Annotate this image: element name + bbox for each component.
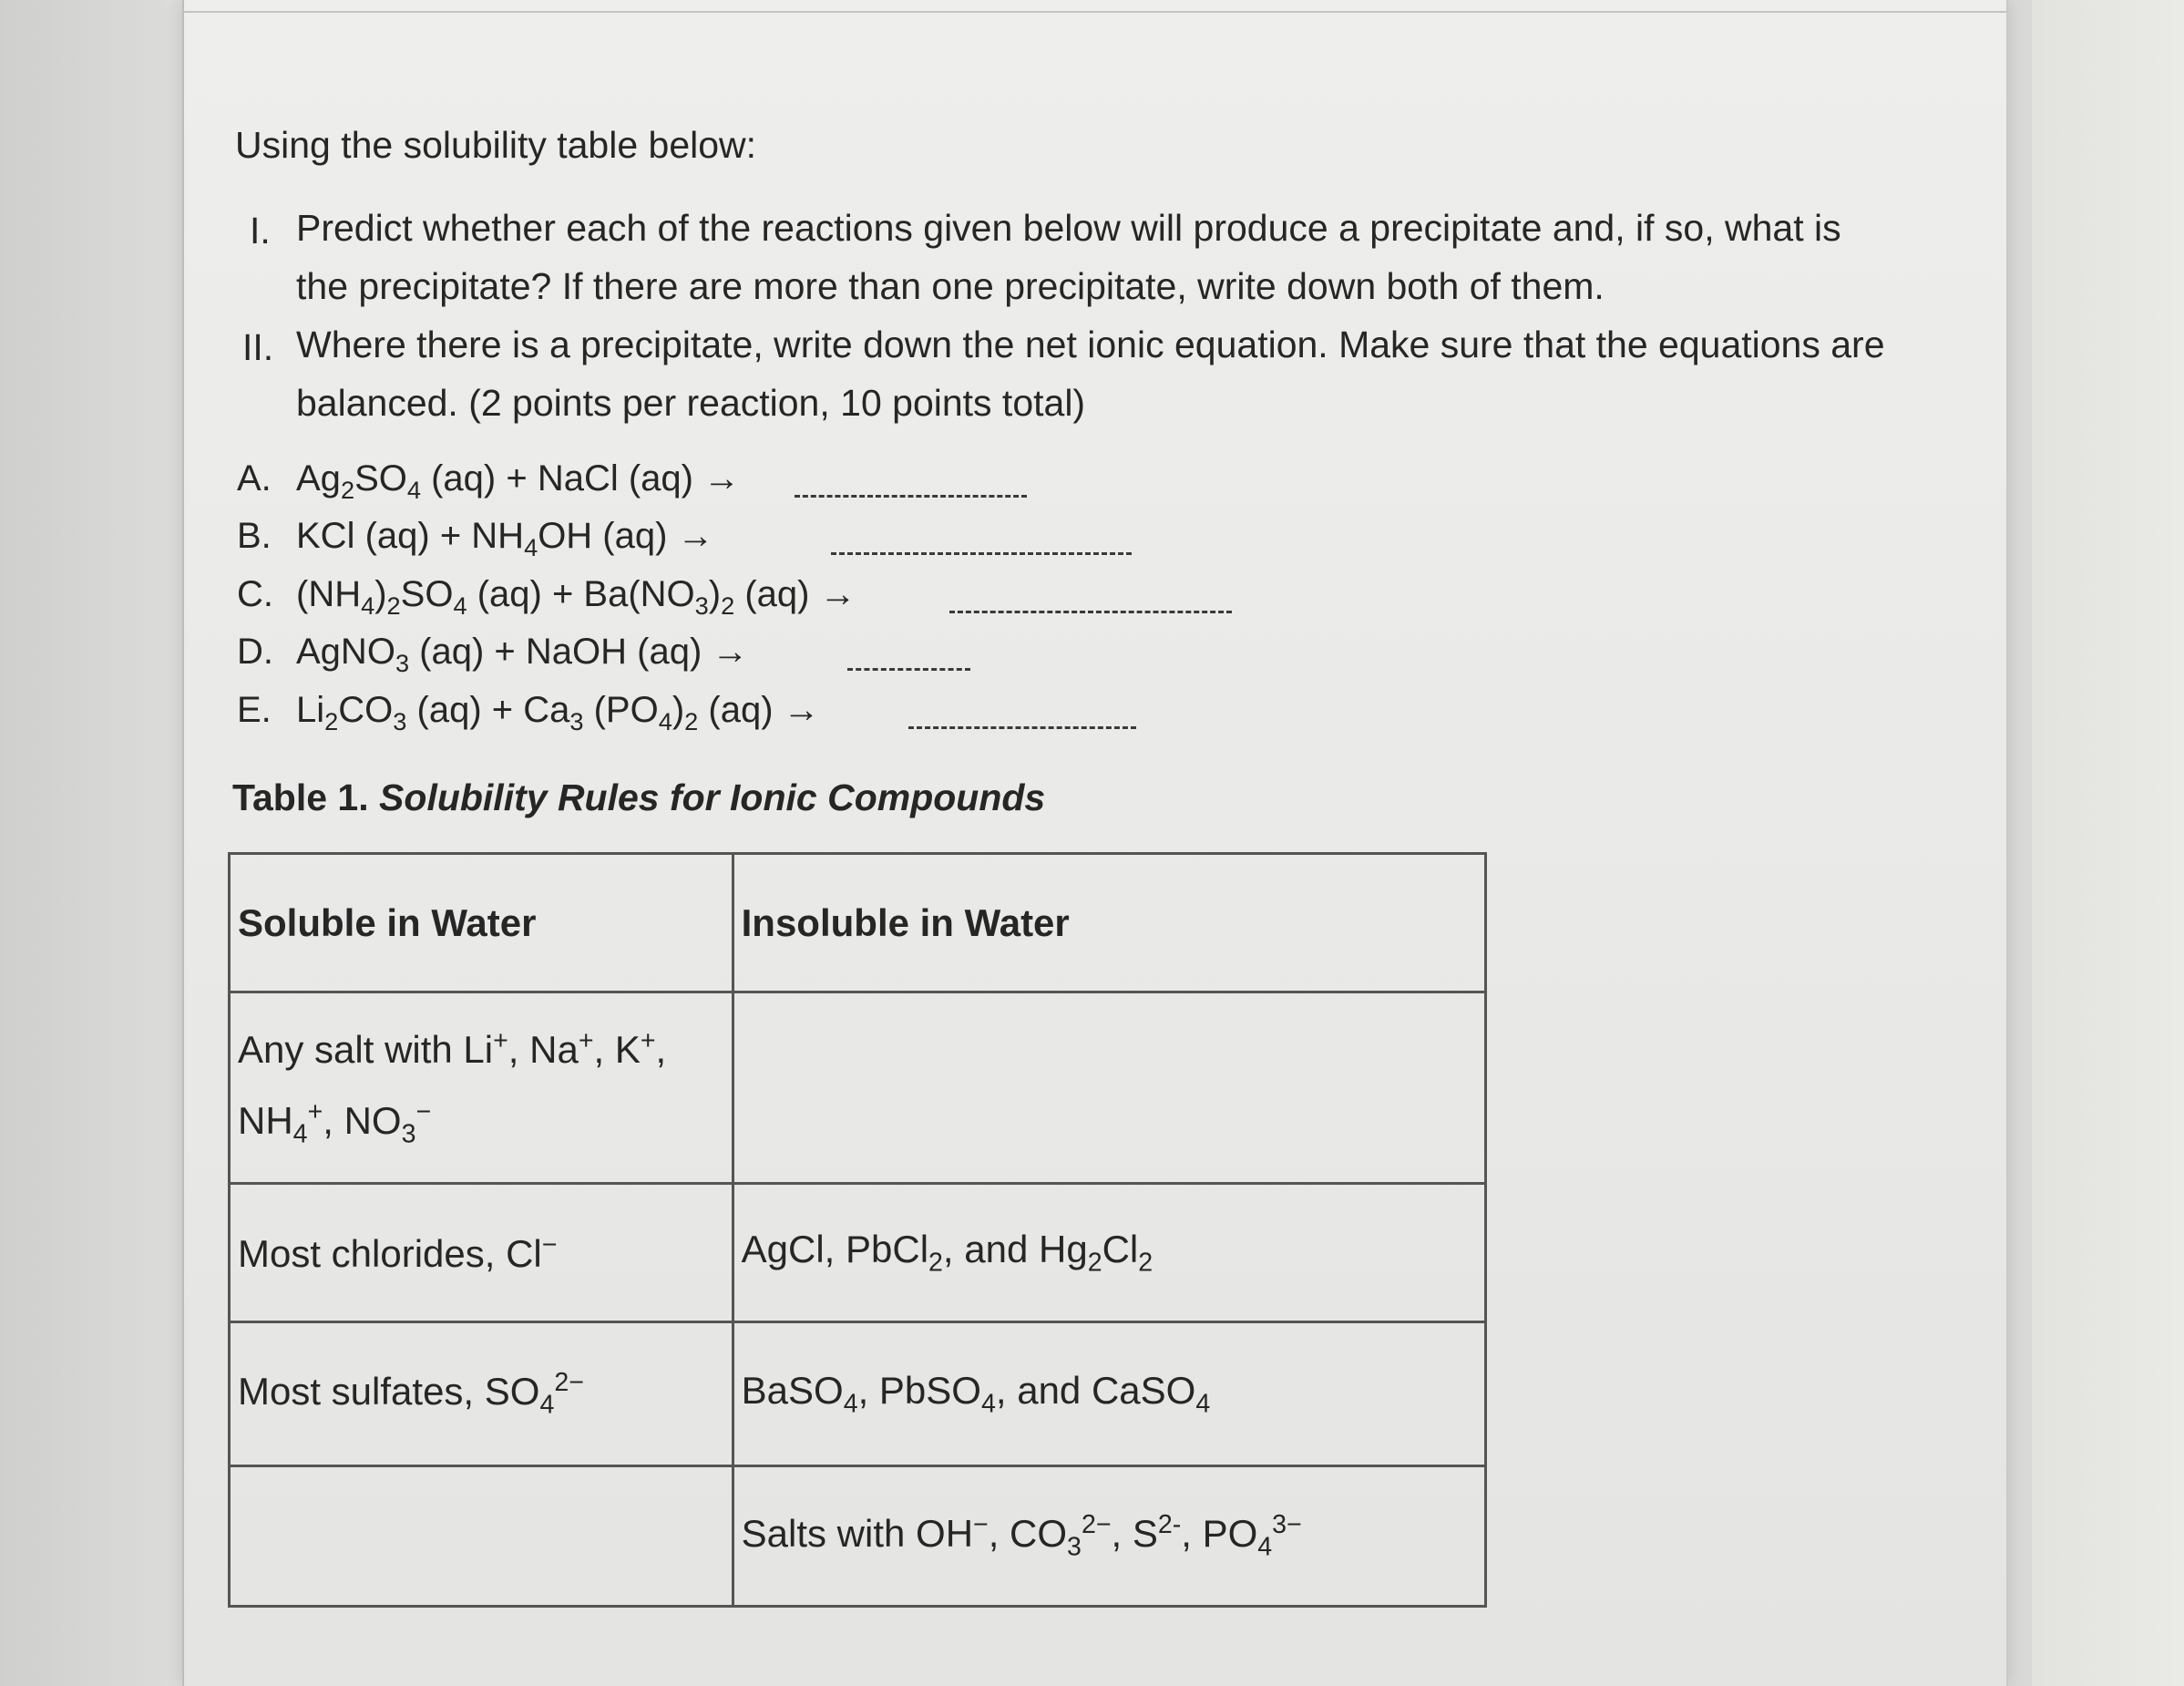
instruction-2-line-2: balanced. (2 points per reaction, 10 points total) xyxy=(296,382,1086,424)
reaction-c-answer-blank[interactable] xyxy=(949,611,1232,613)
background-right xyxy=(2032,0,2184,1686)
worksheet-page xyxy=(182,0,2008,1686)
table-row xyxy=(230,1184,1486,1322)
header-insoluble: Insoluble in Water xyxy=(733,854,1485,992)
reaction-b-answer-blank[interactable] xyxy=(831,552,1132,555)
reaction-a-equation: $Ag_2SO_4$ (aq) + NaCl (aq) → xyxy=(296,458,741,504)
cell-insoluble-empty xyxy=(733,992,1485,1184)
cell-soluble-chlorides: Most chlorides, Cl− xyxy=(230,1184,733,1322)
reaction-b-equation: KCl $(aq) + NH_4OH$ (aq) → xyxy=(296,516,714,561)
table-caption-number: Table 1. xyxy=(232,776,369,818)
reaction-e-equation: $Li_2CO_3$ $(aq) + Ca_3$ $(PO_4)_2$ (aq) → xyxy=(296,690,820,735)
solubility-table xyxy=(228,852,1487,1608)
reaction-d-equation: AgNO$_3$ (aq) + NaOH (aq) → xyxy=(296,632,749,677)
instruction-numeral-2: II. xyxy=(242,326,274,368)
reaction-a-answer-blank[interactable] xyxy=(795,495,1027,498)
instruction-numeral-1: I. xyxy=(250,210,271,252)
cell-soluble-empty xyxy=(230,1466,733,1607)
table-row xyxy=(230,1466,1486,1607)
reaction-d-answer-blank[interactable] xyxy=(847,668,970,671)
page-top-edge xyxy=(184,11,2006,13)
background-left xyxy=(0,0,182,1686)
instruction-2-line-1: Where there is a precipitate, write down the net ionic equation. Make sure that the equations are xyxy=(296,324,1885,365)
table-row xyxy=(230,1322,1486,1466)
reaction-b-letter: B. xyxy=(237,516,272,556)
cell-insoluble-sulfates: BaSO$_4$, PbSO$_4$, and CaSO$_4$ xyxy=(733,1322,1485,1466)
cell-insoluble-hydroxides-carbonates: Salts with OH−, $CO_3^{2-}$, $S^{2-}$, $PO_4^{3-}$ xyxy=(733,1466,1485,1607)
cell-soluble-sulfates: Most sulfates, $SO_4^{2-}$ xyxy=(230,1322,733,1466)
instruction-1-line-1: Predict whether each of the reactions given below will produce a precipitate and, if so, what is xyxy=(296,207,1841,249)
reaction-c-equation: $(NH_4)_2SO_4$ $(aq) + Ba(NO_3)_2$ (aq) → xyxy=(296,574,856,620)
table-header-row xyxy=(230,854,1486,992)
reaction-c-letter: C. xyxy=(237,574,273,614)
table-caption xyxy=(232,776,1045,819)
cell-soluble-alkali-ammonium-nitrate: Any salt with Li+, Na+, K+, $NH_4^+$, $NO_3^-$ xyxy=(230,992,733,1184)
intro-text: Using the solubility table below: xyxy=(235,124,757,166)
cell-insoluble-chlorides: AgCl, PbCl$_2$, and $Hg_2Cl_2$ xyxy=(733,1184,1485,1322)
table-row xyxy=(230,992,1486,1184)
reaction-e-answer-blank[interactable] xyxy=(908,726,1136,729)
reaction-e-letter: E. xyxy=(237,690,272,730)
table-caption-title: Solubility Rules for Ionic Compounds xyxy=(379,776,1046,818)
instruction-1-line-2: the precipitate? If there are more than one precipitate, write down both of them. xyxy=(296,265,1605,307)
reaction-d-letter: D. xyxy=(237,632,273,672)
reaction-a-letter: A. xyxy=(237,458,272,499)
header-soluble: Soluble in Water xyxy=(230,854,733,992)
